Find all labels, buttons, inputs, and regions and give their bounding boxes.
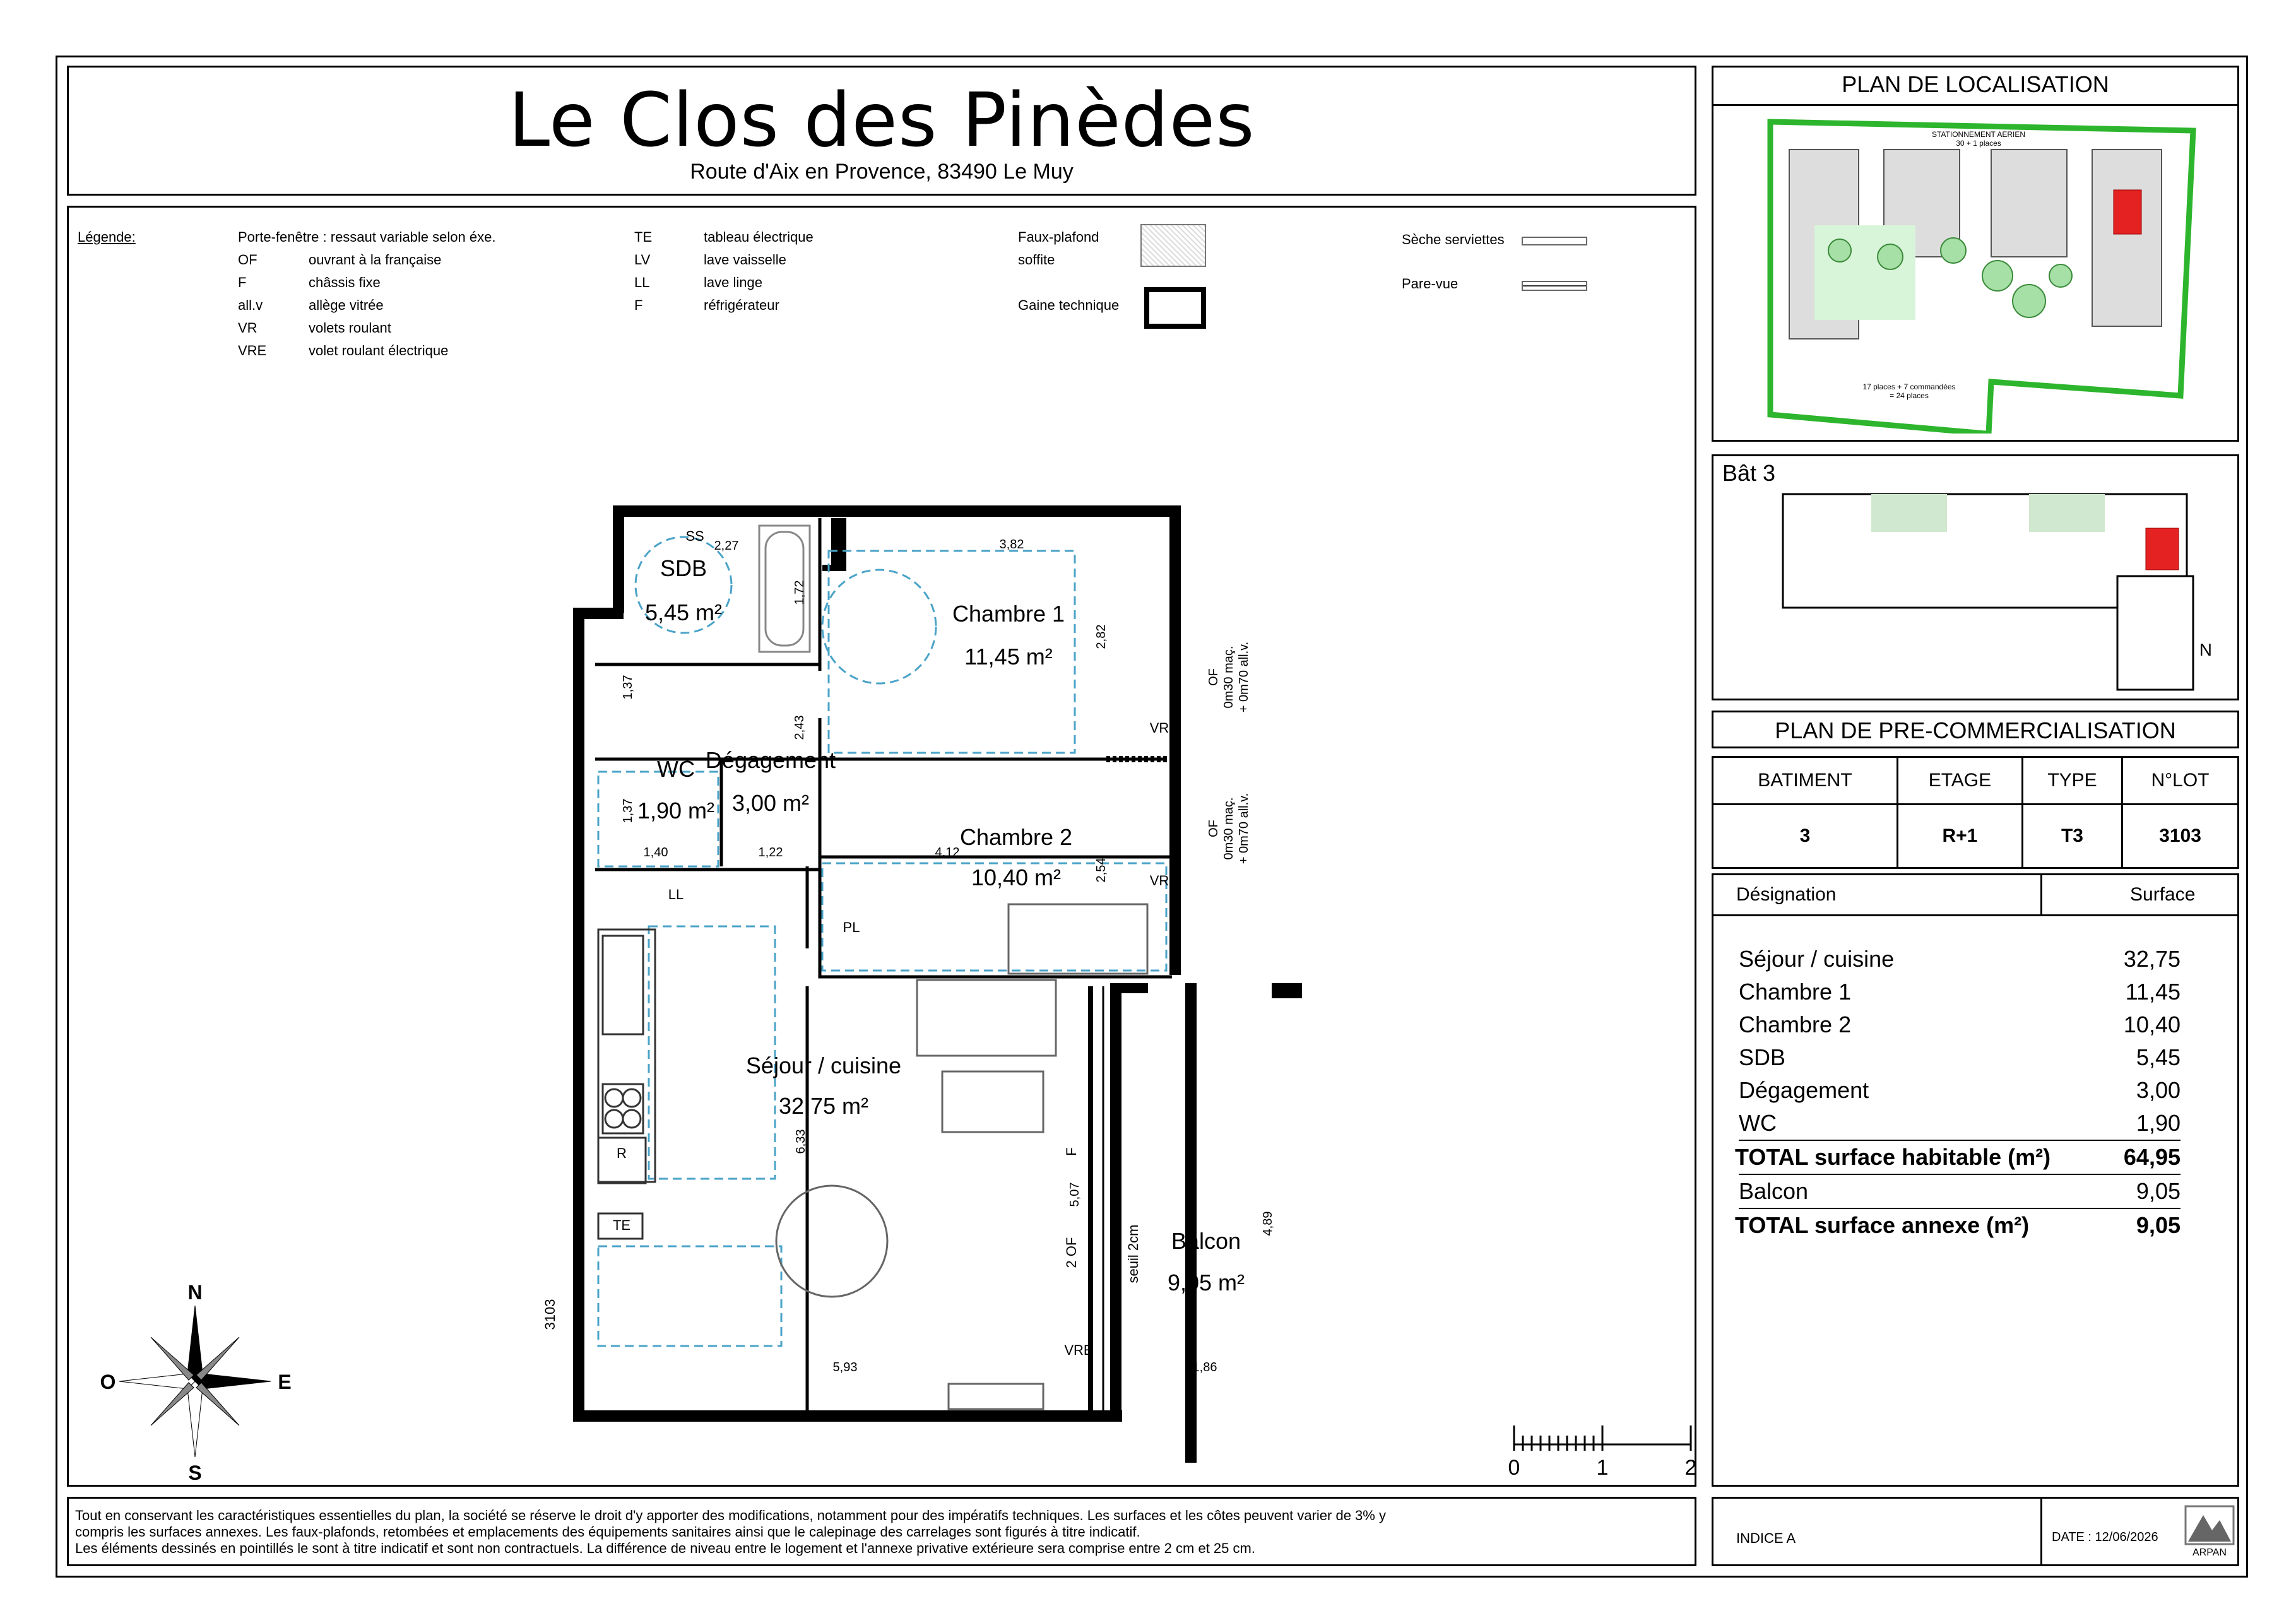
parking-bottom-sub: = 24 places xyxy=(1890,391,1929,400)
room-name-chambre2: Chambre 2 xyxy=(959,824,1073,850)
surface-row: Dégagement 3,00 xyxy=(1739,1077,2181,1103)
compass-e: E xyxy=(278,1371,292,1393)
project-title: Le Clos des Pinèdes xyxy=(508,76,1255,163)
compass-n: N xyxy=(187,1281,203,1304)
disclaimer-line-2: compris les surfaces annexes. Les faux-plafonds, retombées et emplacements des équipements sanitaires ainsi que le calepinage des carrelages sont figurés à titre indicatif. xyxy=(75,1524,1140,1540)
label-seuil: seuil 2cm xyxy=(1125,1224,1141,1284)
header-lot: N°LOT xyxy=(2122,757,2239,805)
disclaimer-line-1: Tout en conservant les caractéristiques essentielles du plan, la société se réserve le droit d'y apporter des modifications, notamment pour des impératifs techniques. Les surfaces et les côtes peuvent varier de 3% y xyxy=(75,1508,1386,1523)
surfaces-list xyxy=(1735,943,2181,1242)
value-type: T3 xyxy=(2022,805,2122,868)
disclaimer-box xyxy=(67,1497,1696,1566)
legend-gaine: Gaine technique xyxy=(1018,297,1120,313)
label-r: R xyxy=(617,1145,627,1161)
window-note-of-1: OF xyxy=(1207,668,1221,686)
surface-row: SDB 5,45 xyxy=(1739,1044,2181,1070)
legend-item: lave vaisselle xyxy=(704,252,786,268)
surface-row: Chambre 2 10,40 xyxy=(1739,1012,2181,1037)
legend-code: all.v xyxy=(238,297,263,313)
logo-text: ARPAN xyxy=(2192,1547,2227,1558)
surface-row: Séjour / cuisine 32,75 xyxy=(1739,946,2181,972)
balcon-row: Balcon 9,05 xyxy=(1739,1175,2181,1209)
label-lot: 3103 xyxy=(542,1299,558,1330)
total-habitable-row: TOTAL surface habitable (m²) 64,95 xyxy=(1739,1141,2181,1175)
legend-code: LV xyxy=(634,252,651,268)
title-block xyxy=(67,66,1696,196)
dim-5-07: 5,07 xyxy=(1068,1182,1082,1207)
floor-plan-drawing xyxy=(69,208,1695,1485)
precom-header xyxy=(1712,711,2239,748)
legend-item: Porte-fenêtre : ressaut variable selon éxe. xyxy=(238,229,496,245)
window-note-mac-1: 0m30 maç. xyxy=(1222,646,1236,709)
kitchen xyxy=(598,930,655,1239)
legend-heading: Légende: xyxy=(78,229,136,245)
total-annexe-row: TOTAL surface annexe (m²) 9,05 xyxy=(1735,1212,2181,1238)
room-name-sdb: SDB xyxy=(660,555,707,581)
localisation-title: PLAN DE LOCALISATION xyxy=(1842,71,2109,97)
window-note-allv-2: + 0m70 all.v. xyxy=(1237,793,1251,865)
room-labels xyxy=(637,555,1245,1295)
room-name-balcon: Balcon xyxy=(1171,1228,1241,1254)
label-ss: SS xyxy=(685,528,704,544)
scale-2: 2 xyxy=(1684,1456,1697,1480)
room-name-sejour: Séjour / cuisine xyxy=(745,1053,902,1078)
dim-2-43: 2,43 xyxy=(793,715,807,740)
disclaimer-line-3: Les éléments dessinés en pointillés le sont à titre indicatif et sont non contractuels. La différence de niveau entre le logement et l'annexe privative extérieure sera comprise entre 2 cm et 25 cm. xyxy=(75,1540,1255,1556)
value-etage: R+1 xyxy=(1897,805,2022,868)
dim-2-54: 2,54 xyxy=(1094,858,1108,883)
header-batiment: BATIMENT xyxy=(1713,757,1898,805)
dim-5-93: 5,93 xyxy=(832,1360,858,1374)
site-plan xyxy=(1764,112,2206,434)
header-etage: ETAGE xyxy=(1897,757,2022,805)
window-note-of-2: OF xyxy=(1207,820,1221,837)
value-batiment: 3 xyxy=(1713,805,1898,868)
surface-header: Surface xyxy=(2130,884,2196,905)
legend-code: TE xyxy=(634,229,653,245)
room-area-balcon: 9,05 m² xyxy=(1167,1270,1245,1295)
dim-6-33: 6,33 xyxy=(794,1129,808,1154)
label-pl: PL xyxy=(843,919,860,935)
scale-0: 0 xyxy=(1508,1456,1520,1480)
precom-title: PLAN DE PRE-COMMERCIALISATION xyxy=(1775,717,2176,743)
surface-row: WC 1,90 xyxy=(1739,1107,2181,1141)
legend-code: VR xyxy=(238,320,257,336)
project-address: Route d'Aix en Provence, 83490 Le Muy xyxy=(690,160,1074,184)
dim-1-40: 1,40 xyxy=(643,846,668,859)
label-f: F xyxy=(1063,1147,1079,1156)
dim-1-86: 1,86 xyxy=(1192,1360,1217,1374)
dim-1-37-b: 1,37 xyxy=(621,798,635,823)
legend-item: châssis fixe xyxy=(309,274,381,290)
window-note-mac-2: 0m30 maç. xyxy=(1222,797,1236,860)
room-area-wc: 1,90 m² xyxy=(637,798,715,823)
batiment-title: Bât 3 xyxy=(1722,460,1776,486)
room-area-sejour: 32,75 m² xyxy=(778,1093,869,1119)
turning-circles xyxy=(598,537,1166,1346)
legend-faux-plafond: Faux-plafond xyxy=(1018,229,1099,245)
arpan-logo xyxy=(2184,1505,2235,1558)
legend-code: VRE xyxy=(238,343,267,358)
scale-bar xyxy=(1501,1407,1716,1482)
dim-4-12: 4,12 xyxy=(935,846,960,859)
compass-o: O xyxy=(100,1371,116,1393)
room-name-wc: WC xyxy=(657,756,695,782)
label-ll: LL xyxy=(668,887,684,902)
legend-item: volets roulant xyxy=(309,320,391,336)
window-notes xyxy=(1207,642,1251,864)
localisation-panel xyxy=(1712,66,2239,442)
legend-item: réfrigérateur xyxy=(704,297,779,313)
window-note-allv-1: + 0m70 all.v. xyxy=(1237,641,1251,713)
value-lot: 3103 xyxy=(2122,805,2239,868)
label-vre: VRE xyxy=(1064,1342,1093,1358)
dim-4-89: 4,89 xyxy=(1261,1211,1275,1236)
dim-1-37-a: 1,37 xyxy=(621,675,635,700)
precom-table xyxy=(1712,756,2239,869)
scale-1: 1 xyxy=(1596,1456,1609,1480)
parking-top-label: STATIONNEMENT AERIEN xyxy=(1931,130,2026,139)
label-vr-1: VR xyxy=(1149,720,1169,736)
compass-s: S xyxy=(188,1461,202,1482)
legend-seche: Sèche serviettes xyxy=(1402,232,1505,247)
date-label: DATE : 12/06/2026 xyxy=(2052,1530,2158,1544)
dim-1-72: 1,72 xyxy=(793,580,807,605)
plan-area xyxy=(67,206,1696,1487)
indice-box xyxy=(1712,1497,2239,1566)
heavy-walls xyxy=(573,505,1302,1463)
dim-1-22: 1,22 xyxy=(758,846,783,859)
room-name-degagement: Dégagement xyxy=(705,747,836,773)
partitions xyxy=(595,518,1172,1410)
dim-2-27: 2,27 xyxy=(714,539,739,553)
dim-3-82: 3,82 xyxy=(999,538,1024,552)
surface-row: Chambre 1 11,45 xyxy=(1739,979,2181,1005)
room-area-degagement: 3,00 m² xyxy=(731,790,810,816)
label-te: TE xyxy=(612,1217,631,1233)
legend-code: F xyxy=(238,274,247,290)
room-area-sdb: 5,45 m² xyxy=(644,599,723,625)
legend-item: tableau électrique xyxy=(704,229,814,245)
building-north-label: N xyxy=(2199,640,2212,659)
compass-rose xyxy=(94,1280,296,1482)
header-type: TYPE xyxy=(2022,757,2122,805)
dim-2-82: 2,82 xyxy=(1094,624,1108,649)
designation-header: Désignation xyxy=(1736,884,1837,905)
parking-top-sub: 30 + 1 places xyxy=(1956,139,2001,148)
parking-bottom-label: 17 places + 7 commandées xyxy=(1862,382,1956,391)
legend-soffite: soffite xyxy=(1018,252,1055,268)
batiment-panel xyxy=(1712,454,2239,700)
room-area-chambre1: 11,45 m² xyxy=(964,644,1053,670)
legend-item: ouvrant à la française xyxy=(309,252,442,268)
label-2-of: 2 OF xyxy=(1063,1237,1079,1268)
room-name-chambre1: Chambre 1 xyxy=(952,601,1065,627)
legend-item: volet roulant électrique xyxy=(309,343,449,358)
legend-code: OF xyxy=(238,252,257,268)
building-plan xyxy=(1777,475,2218,696)
room-area-chambre2: 10,40 m² xyxy=(971,865,1062,890)
legend-item: lave linge xyxy=(704,274,762,290)
legend-code: F xyxy=(634,297,643,313)
legend-code: LL xyxy=(634,274,650,290)
legend-item: allège vitrée xyxy=(309,297,384,313)
legend-pare-vue: Pare-vue xyxy=(1402,276,1459,292)
label-vr-2: VR xyxy=(1149,873,1169,888)
indice-label: INDICE A xyxy=(1736,1530,1796,1546)
